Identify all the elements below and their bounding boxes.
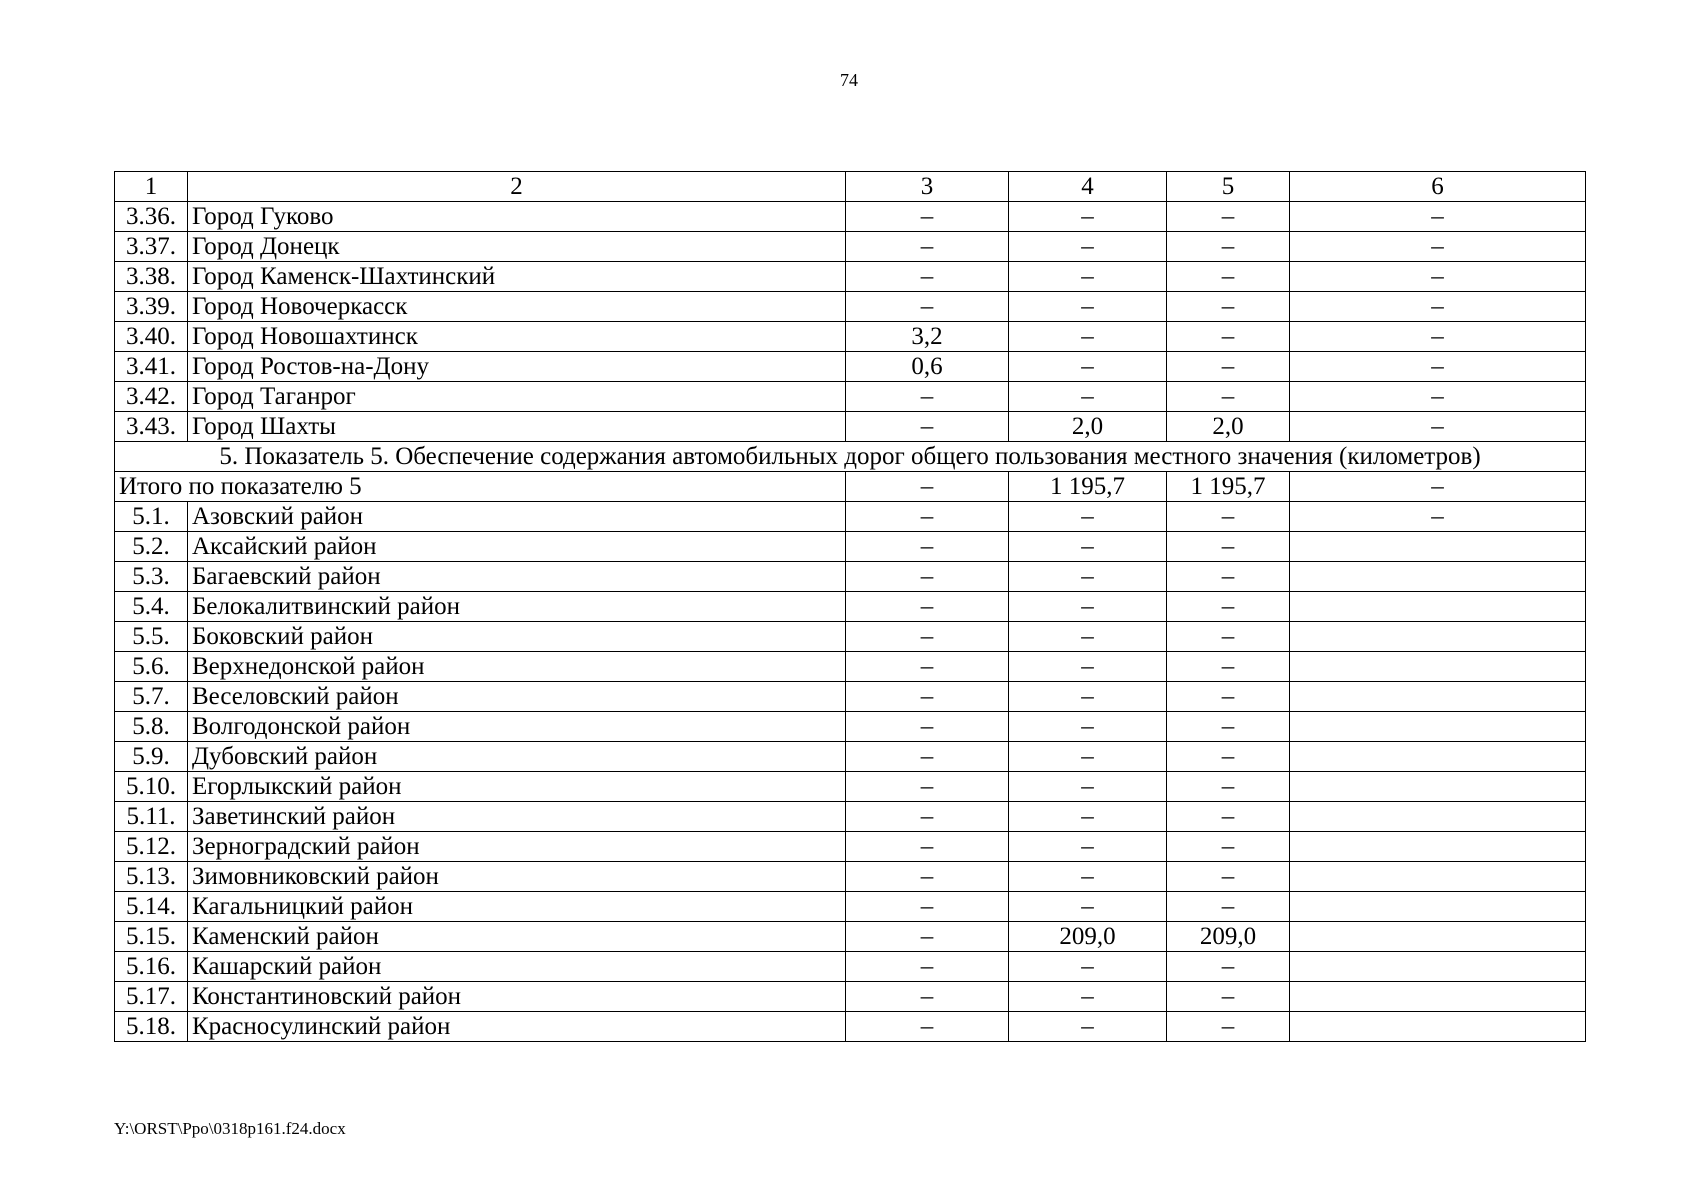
column-header: 3 xyxy=(846,172,1009,202)
row-value-col4: 209,0 xyxy=(1009,922,1167,952)
row-value-col3: – xyxy=(846,262,1009,292)
table-row xyxy=(115,652,1586,682)
row-value-col3: – xyxy=(846,382,1009,412)
row-number: 3.42. xyxy=(115,382,188,412)
row-value-col6 xyxy=(1290,1012,1586,1042)
table-row xyxy=(115,772,1586,802)
row-value-col6 xyxy=(1290,712,1586,742)
row-number: 3.43. xyxy=(115,412,188,442)
table-row xyxy=(115,262,1586,292)
row-number: 5.14. xyxy=(115,892,188,922)
total-row xyxy=(115,472,1586,502)
column-header: 5 xyxy=(1167,172,1290,202)
table-row xyxy=(115,802,1586,832)
row-value-col6 xyxy=(1290,952,1586,982)
table-row xyxy=(115,952,1586,982)
row-value-col4: – xyxy=(1009,982,1167,1012)
row-name: Дубовский район xyxy=(188,742,846,772)
row-value-col3: – xyxy=(846,412,1009,442)
row-value-col6: – xyxy=(1290,202,1586,232)
row-value-col5: – xyxy=(1167,802,1290,832)
table-row xyxy=(115,892,1586,922)
row-name: Белокалитвинский район xyxy=(188,592,846,622)
row-value-col3: – xyxy=(846,982,1009,1012)
row-value-col4: – xyxy=(1009,832,1167,862)
row-name: Боковский район xyxy=(188,622,846,652)
column-number-row xyxy=(115,172,1586,202)
table-row xyxy=(115,712,1586,742)
row-number: 3.41. xyxy=(115,352,188,382)
table-row xyxy=(115,232,1586,262)
section-row xyxy=(115,442,1586,472)
row-name: Волгодонской район xyxy=(188,712,846,742)
row-value-col4: – xyxy=(1009,322,1167,352)
row-number: 3.38. xyxy=(115,262,188,292)
row-value-col4: – xyxy=(1009,232,1167,262)
row-value-col3: – xyxy=(846,862,1009,892)
row-value-col6 xyxy=(1290,862,1586,892)
row-name: Город Новошахтинск xyxy=(188,322,846,352)
row-value-col5: – xyxy=(1167,292,1290,322)
row-value-col5: – xyxy=(1167,982,1290,1012)
row-value-col3: – xyxy=(846,802,1009,832)
row-value-col6 xyxy=(1290,592,1586,622)
table-body xyxy=(115,172,1586,1042)
row-value-col6 xyxy=(1290,922,1586,952)
column-header: 6 xyxy=(1290,172,1586,202)
table-row xyxy=(115,382,1586,412)
row-value-col5: – xyxy=(1167,622,1290,652)
row-value-col4: – xyxy=(1009,802,1167,832)
row-value-col3: – xyxy=(846,622,1009,652)
row-number: 3.36. xyxy=(115,202,188,232)
row-value-col5: 2,0 xyxy=(1167,412,1290,442)
row-name: Константиновский район xyxy=(188,982,846,1012)
table-row xyxy=(115,1012,1586,1042)
row-value-col3: – xyxy=(846,1012,1009,1042)
table-row xyxy=(115,682,1586,712)
row-value-col6 xyxy=(1290,832,1586,862)
row-value-col3: – xyxy=(846,592,1009,622)
footer-file-path: Y:\ORST\Ppo\0318p161.f24.docx xyxy=(114,1119,346,1138)
row-value-col6: – xyxy=(1290,292,1586,322)
row-value-col4: – xyxy=(1009,262,1167,292)
row-value-col3: – xyxy=(846,562,1009,592)
row-value-col4: – xyxy=(1009,592,1167,622)
row-number: 5.1. xyxy=(115,502,188,532)
table-row xyxy=(115,532,1586,562)
row-name: Зерноградский район xyxy=(188,832,846,862)
row-value-col4: – xyxy=(1009,742,1167,772)
row-value-col4: – xyxy=(1009,502,1167,532)
row-value-col5: – xyxy=(1167,712,1290,742)
row-name: Город Донецк xyxy=(188,232,846,262)
row-value-col3: – xyxy=(846,292,1009,322)
row-value-col6: – xyxy=(1290,262,1586,292)
table-row xyxy=(115,622,1586,652)
table-row xyxy=(115,352,1586,382)
row-value-col3: – xyxy=(846,232,1009,262)
total-value-col5: 1 195,7 xyxy=(1167,472,1290,502)
table-row xyxy=(115,922,1586,952)
row-value-col5: – xyxy=(1167,772,1290,802)
row-value-col5: – xyxy=(1167,232,1290,262)
total-value-col4: 1 195,7 xyxy=(1009,472,1167,502)
row-value-col6 xyxy=(1290,982,1586,1012)
row-value-col3: – xyxy=(846,502,1009,532)
row-value-col4: – xyxy=(1009,682,1167,712)
row-value-col6: – xyxy=(1290,352,1586,382)
row-number: 5.7. xyxy=(115,682,188,712)
row-name: Город Каменск-Шахтинский xyxy=(188,262,846,292)
total-label: Итого по показателю 5 xyxy=(115,472,846,502)
row-name: Город Шахты xyxy=(188,412,846,442)
row-value-col6 xyxy=(1290,892,1586,922)
row-number: 5.13. xyxy=(115,862,188,892)
row-number: 5.9. xyxy=(115,742,188,772)
table-row xyxy=(115,292,1586,322)
row-value-col4: – xyxy=(1009,562,1167,592)
row-value-col3: – xyxy=(846,532,1009,562)
column-header: 2 xyxy=(188,172,846,202)
row-number: 5.18. xyxy=(115,1012,188,1042)
row-value-col3: – xyxy=(846,712,1009,742)
row-value-col4: – xyxy=(1009,292,1167,322)
row-value-col5: 209,0 xyxy=(1167,922,1290,952)
table-row xyxy=(115,562,1586,592)
row-number: 3.37. xyxy=(115,232,188,262)
row-value-col4: – xyxy=(1009,652,1167,682)
row-name: Веселовский район xyxy=(188,682,846,712)
row-value-col4: – xyxy=(1009,952,1167,982)
row-name: Кагальницкий район xyxy=(188,892,846,922)
row-value-col4: – xyxy=(1009,382,1167,412)
column-header: 4 xyxy=(1009,172,1167,202)
row-value-col6 xyxy=(1290,772,1586,802)
row-name: Кашарский район xyxy=(188,952,846,982)
row-value-col4: – xyxy=(1009,712,1167,742)
row-value-col5: – xyxy=(1167,1012,1290,1042)
row-value-col6: – xyxy=(1290,322,1586,352)
row-number: 5.12. xyxy=(115,832,188,862)
row-name: Заветинский район xyxy=(188,802,846,832)
row-value-col3: – xyxy=(846,832,1009,862)
row-name: Каменский район xyxy=(188,922,846,952)
row-value-col3: 3,2 xyxy=(846,322,1009,352)
row-name: Город Ростов-на-Дону xyxy=(188,352,846,382)
row-value-col5: – xyxy=(1167,562,1290,592)
row-name: Егорлыкский район xyxy=(188,772,846,802)
row-name: Город Новочеркасск xyxy=(188,292,846,322)
row-value-col3: 0,6 xyxy=(846,352,1009,382)
row-name: Зимовниковский район xyxy=(188,862,846,892)
row-value-col4: – xyxy=(1009,622,1167,652)
row-value-col4: – xyxy=(1009,1012,1167,1042)
row-value-col5: – xyxy=(1167,352,1290,382)
row-number: 5.10. xyxy=(115,772,188,802)
row-number: 5.5. xyxy=(115,622,188,652)
total-value-col6: – xyxy=(1290,472,1586,502)
table-row xyxy=(115,412,1586,442)
row-value-col6: – xyxy=(1290,412,1586,442)
data-table xyxy=(114,171,1586,1042)
row-name: Верхнедонской район xyxy=(188,652,846,682)
table-row xyxy=(115,502,1586,532)
table-row xyxy=(115,862,1586,892)
row-value-col5: – xyxy=(1167,892,1290,922)
table-row xyxy=(115,202,1586,232)
row-value-col3: – xyxy=(846,682,1009,712)
row-value-col4: – xyxy=(1009,892,1167,922)
row-value-col3: – xyxy=(846,652,1009,682)
row-value-col5: – xyxy=(1167,502,1290,532)
row-value-col3: – xyxy=(846,772,1009,802)
row-value-col6: – xyxy=(1290,232,1586,262)
row-value-col4: – xyxy=(1009,352,1167,382)
row-value-col3: – xyxy=(846,952,1009,982)
column-header: 1 xyxy=(115,172,188,202)
row-value-col5: – xyxy=(1167,592,1290,622)
row-value-col5: – xyxy=(1167,682,1290,712)
row-value-col5: – xyxy=(1167,862,1290,892)
page-number: 74 xyxy=(840,70,858,90)
row-value-col4: – xyxy=(1009,532,1167,562)
row-value-col5: – xyxy=(1167,652,1290,682)
row-name: Красносулинский район xyxy=(188,1012,846,1042)
row-value-col5: – xyxy=(1167,262,1290,292)
row-number: 3.39. xyxy=(115,292,188,322)
row-number: 5.2. xyxy=(115,532,188,562)
section-title: 5. Показатель 5. Обеспечение содержания автомобильных дорог общего пользования местного значения (километров) xyxy=(115,442,1586,472)
row-value-col4: – xyxy=(1009,862,1167,892)
table-row xyxy=(115,982,1586,1012)
row-value-col5: – xyxy=(1167,202,1290,232)
row-number: 5.15. xyxy=(115,922,188,952)
row-value-col5: – xyxy=(1167,832,1290,862)
table-row xyxy=(115,742,1586,772)
row-value-col4: 2,0 xyxy=(1009,412,1167,442)
row-value-col5: – xyxy=(1167,742,1290,772)
row-value-col3: – xyxy=(846,922,1009,952)
row-number: 5.17. xyxy=(115,982,188,1012)
row-value-col6: – xyxy=(1290,502,1586,532)
row-value-col6 xyxy=(1290,562,1586,592)
row-value-col6 xyxy=(1290,682,1586,712)
row-value-col6 xyxy=(1290,802,1586,832)
row-name: Город Таганрог xyxy=(188,382,846,412)
row-number: 3.40. xyxy=(115,322,188,352)
row-value-col5: – xyxy=(1167,382,1290,412)
row-number: 5.4. xyxy=(115,592,188,622)
row-number: 5.11. xyxy=(115,802,188,832)
row-value-col6 xyxy=(1290,652,1586,682)
row-value-col3: – xyxy=(846,742,1009,772)
row-name: Азовский район xyxy=(188,502,846,532)
row-value-col5: – xyxy=(1167,952,1290,982)
row-value-col4: – xyxy=(1009,772,1167,802)
row-name: Аксайский район xyxy=(188,532,846,562)
row-name: Город Гуково xyxy=(188,202,846,232)
row-number: 5.16. xyxy=(115,952,188,982)
row-value-col5: – xyxy=(1167,532,1290,562)
table-row xyxy=(115,322,1586,352)
table-row xyxy=(115,832,1586,862)
row-value-col6 xyxy=(1290,742,1586,772)
row-value-col3: – xyxy=(846,892,1009,922)
row-value-col6: – xyxy=(1290,382,1586,412)
row-value-col6 xyxy=(1290,532,1586,562)
row-number: 5.6. xyxy=(115,652,188,682)
table-row xyxy=(115,592,1586,622)
row-number: 5.3. xyxy=(115,562,188,592)
row-value-col3: – xyxy=(846,202,1009,232)
row-value-col5: – xyxy=(1167,322,1290,352)
row-number: 5.8. xyxy=(115,712,188,742)
row-name: Багаевский район xyxy=(188,562,846,592)
total-value-col3: – xyxy=(846,472,1009,502)
row-value-col4: – xyxy=(1009,202,1167,232)
row-value-col6 xyxy=(1290,622,1586,652)
